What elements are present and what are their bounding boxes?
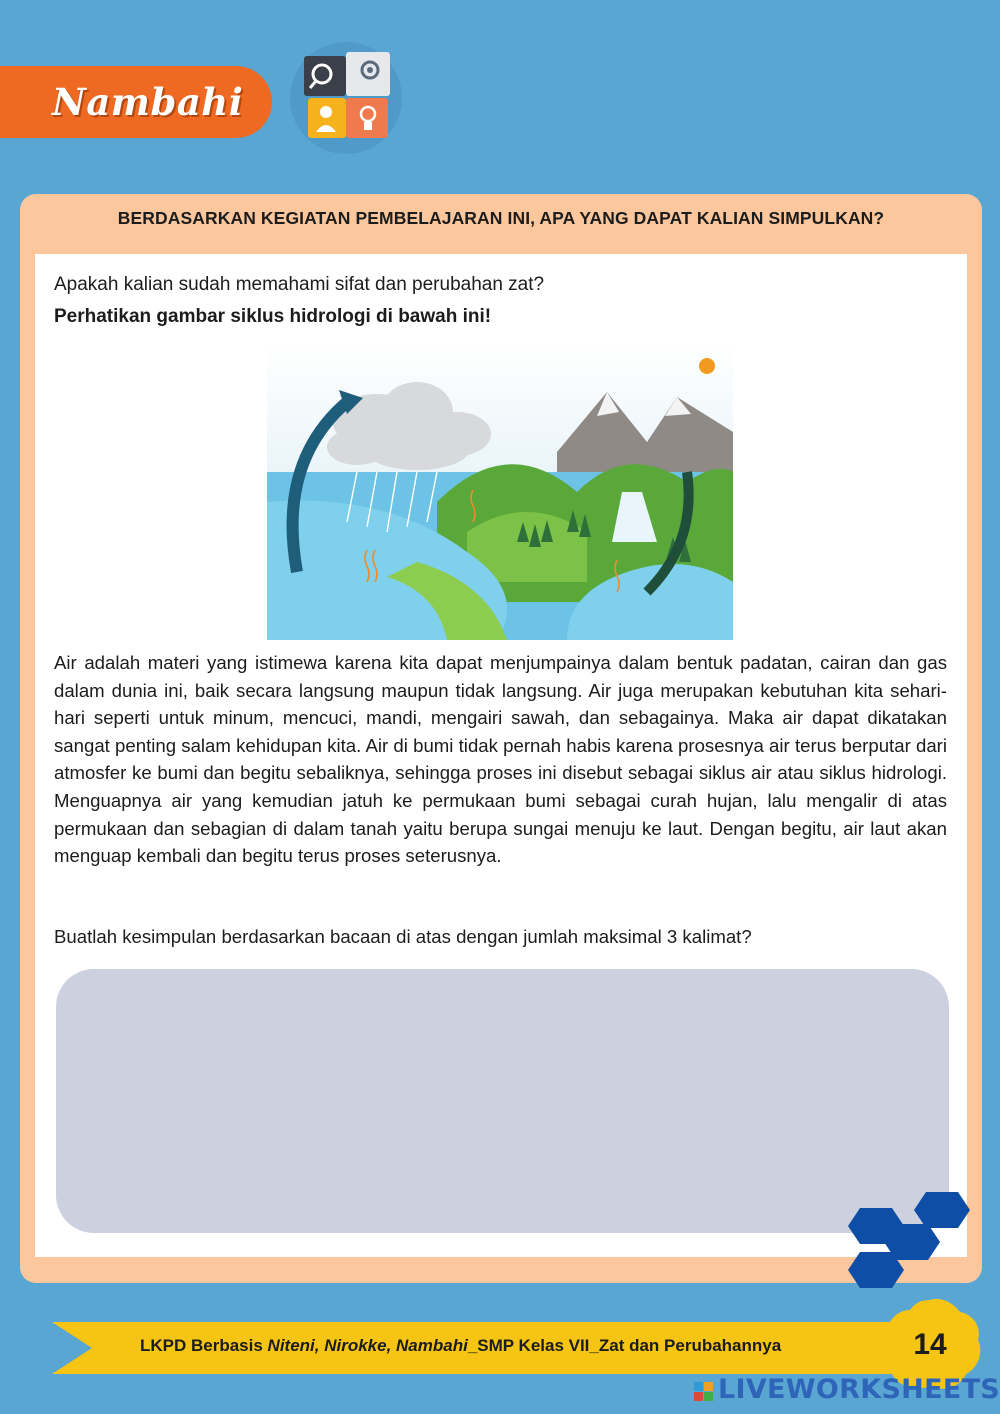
- page-number: 14: [913, 1328, 947, 1361]
- section-header-tab: [0, 66, 272, 138]
- footer-caption: LKPD Berbasis Niteni, Nirokke, Nambahi_SMP Kelas VII_Zat dan Perubahannya: [140, 1336, 782, 1355]
- hexagon-decoration-icon: [846, 1188, 974, 1296]
- conclusion-card: [20, 194, 982, 1283]
- card-title: BERDASARKAN KEGIATAN PEMBELAJARAN INI, APA YANG DAPAT KALIAN SIMPULKAN?: [117, 208, 885, 228]
- question-understanding: Apakah kalian sudah memahami sifat dan perubahan zat?: [54, 274, 545, 295]
- instruction-observe-image: Perhatikan gambar siklus hidrologi di bawah ini!: [54, 306, 492, 327]
- hydrological-cycle-illustration: [267, 342, 733, 640]
- card-content: [35, 254, 967, 1257]
- task-instruction: Buatlah kesimpulan berdasarkan bacaan di atas dengan jumlah maksimal 3 kalimat?: [54, 926, 752, 947]
- section-title: Nambahi: [52, 80, 244, 124]
- answer-input[interactable]: [56, 969, 949, 1233]
- reading-paragraph: Air adalah materi yang istimewa karena kita dapat menjumpainya dalam bentuk padatan, cairan dan gas dalam dunia ini, baik secara langsung maupun tidak langsung. Air juga merupakan kebutuhan kita sehari-hari seperti untuk minum, mencuci, mandi, mengairi sawah, dan sebagainya. Maka air dapat dikatakan sangat penting salam kehidupan kita. Air di bumi tidak pernah habis karena prosesnya air terus berputar dari atmosfer ke bumi dan begitu sebaliknya, sehingga proses ini disebut sebagai siklus air atau siklus hidrologi. Menguapnya air yang kemudian jatuh ke permukaan bumi sebagai curah hujan, lalu mengalir di atas permukaan dan sebagian di dalam tanah yaitu berupa sungai menuju ke laut. Dengan begitu, air laut akan menguap kembali dan begitu terus proses seterusnya.: [54, 652, 947, 867]
- watermark-text: LIVEWORKSHEETS: [718, 1374, 1000, 1405]
- puzzle-icon: [286, 42, 406, 154]
